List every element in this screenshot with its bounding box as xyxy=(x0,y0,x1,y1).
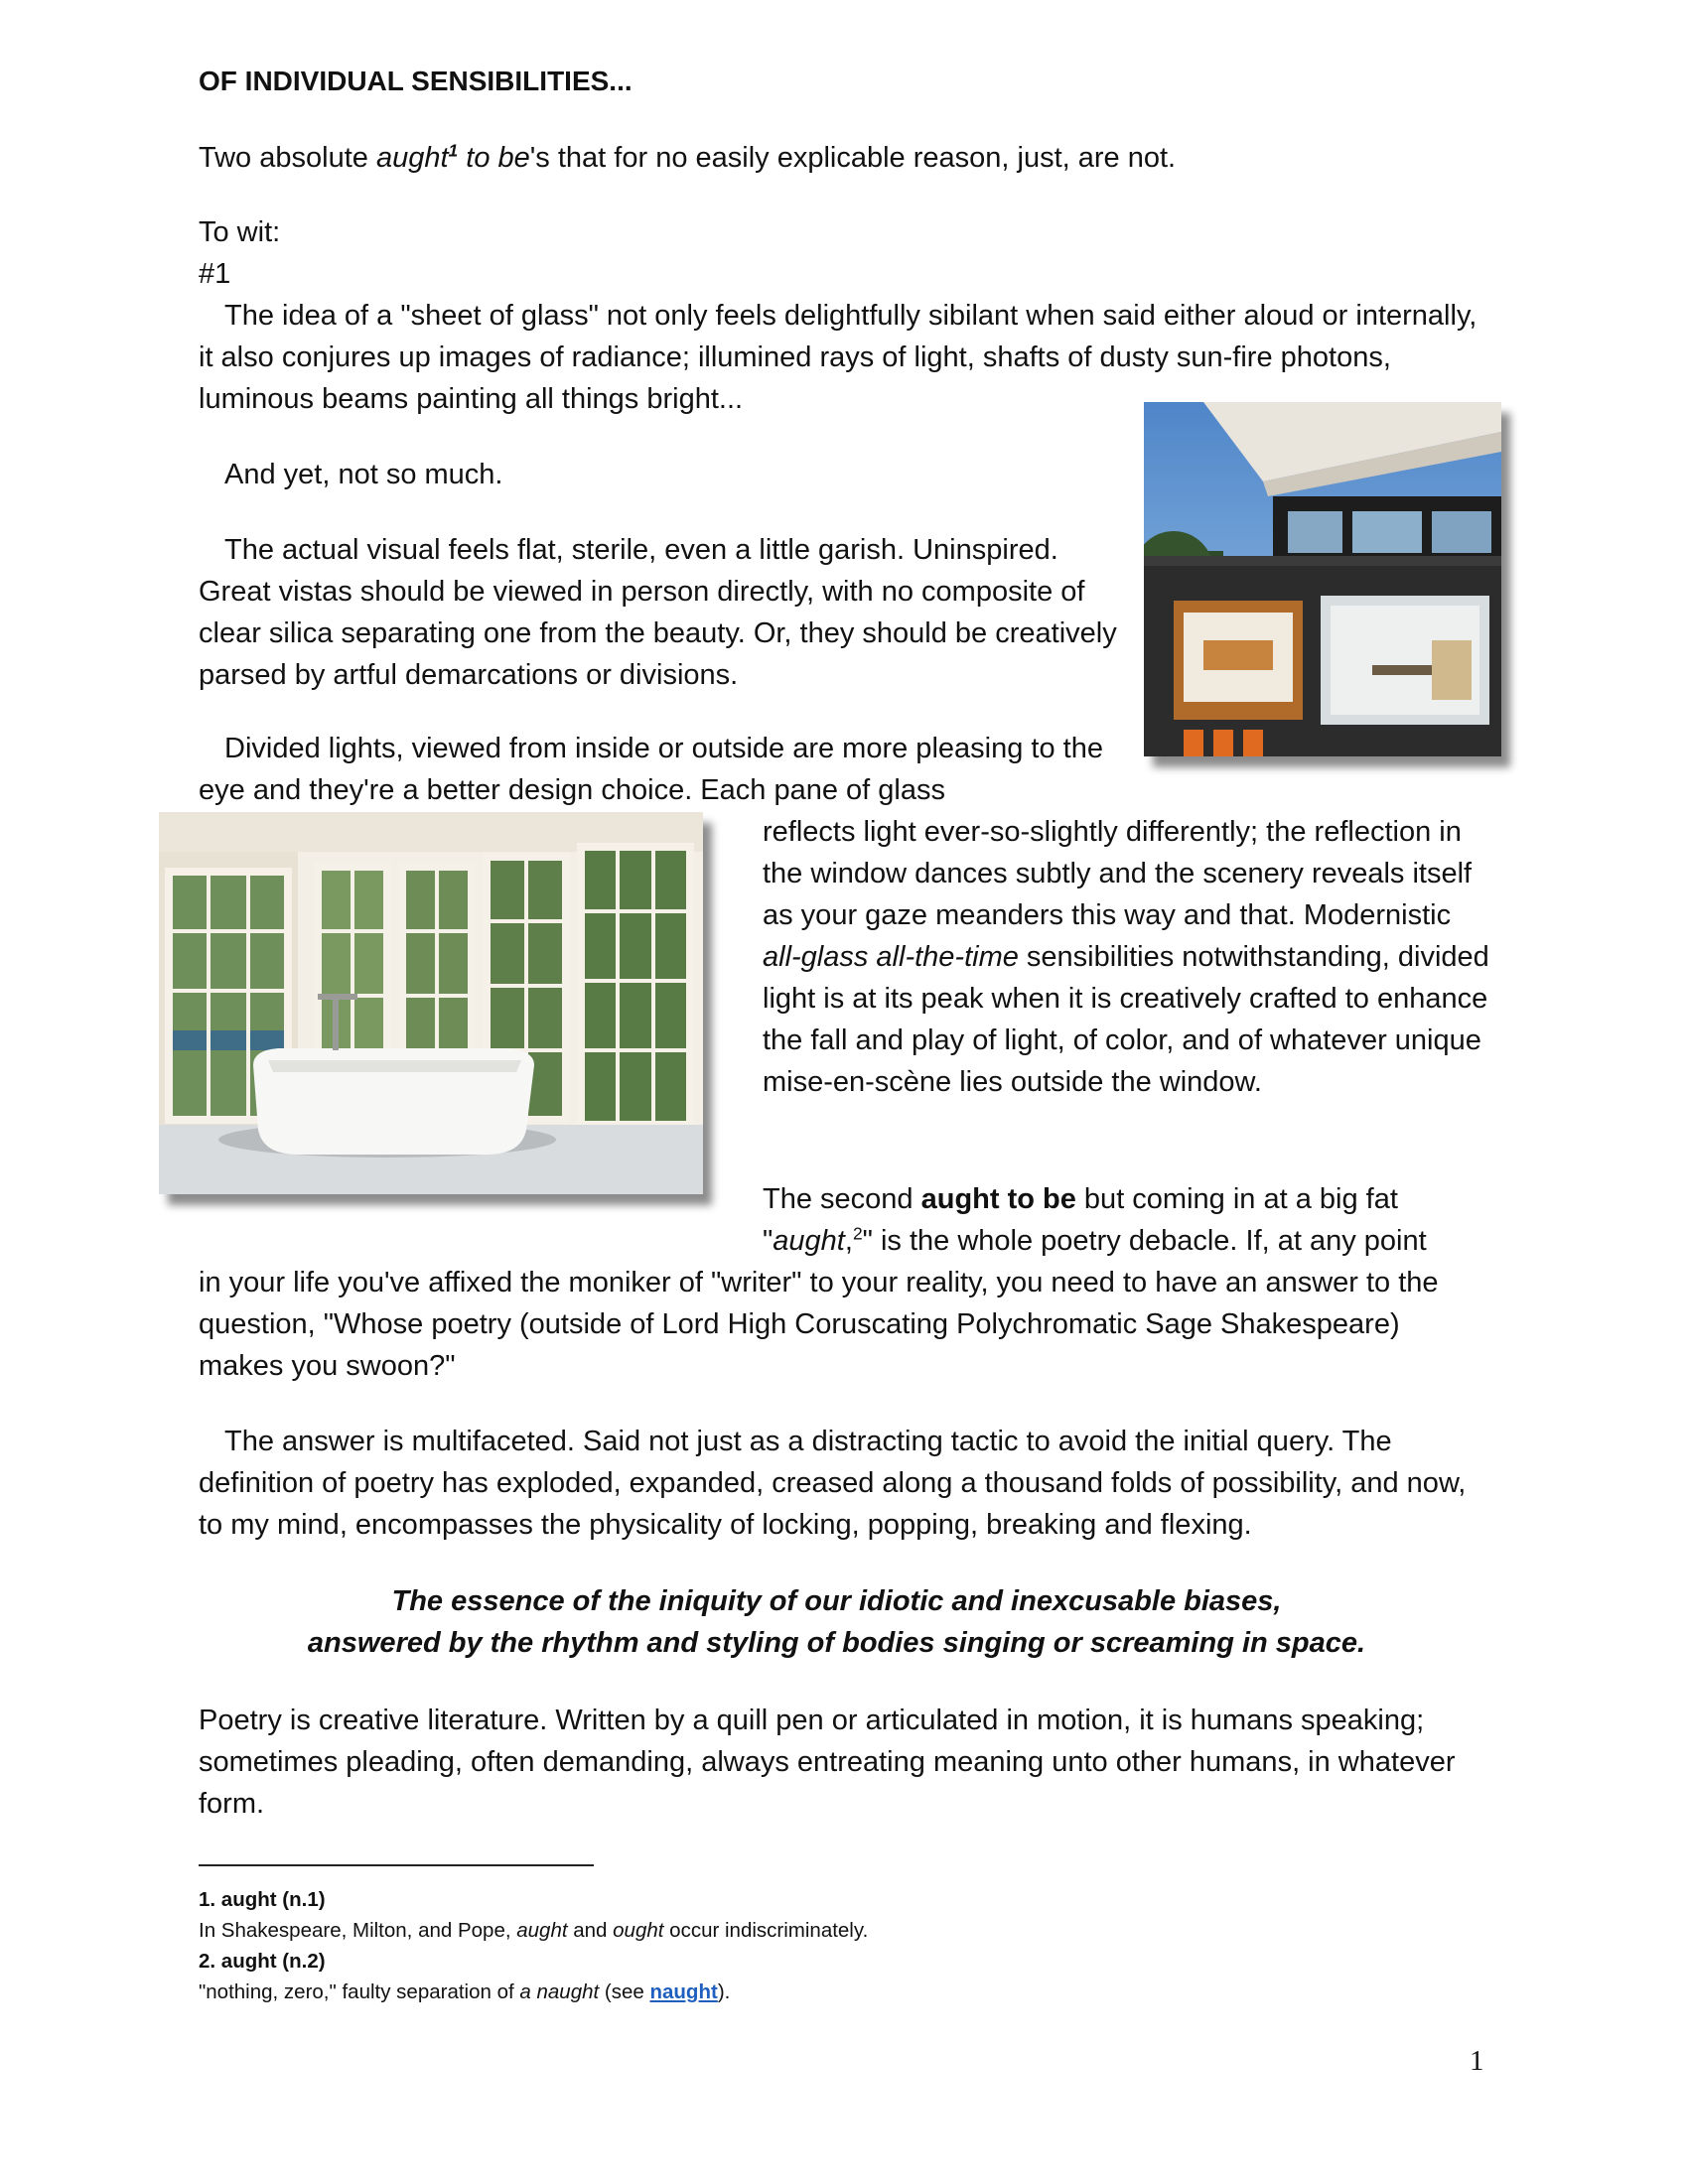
fn1-ought: ought xyxy=(613,1919,664,1942)
footnotes xyxy=(199,1884,868,2007)
paragraph-4b xyxy=(763,811,1489,1103)
pull-quote-line-2: answered by the rhythm and styling of bodies singing or screaming in space. xyxy=(307,1627,1366,1659)
p5-comma: , xyxy=(844,1225,853,1257)
p5-text-2: but coming in at a big fat " xyxy=(763,1183,1398,1257)
section-number: #1 xyxy=(199,258,231,290)
paragraph-3: The actual visual feels flat, sterile, even a little garish. Uninspired. Great vistas should be viewed in person directly, with no composite of clear silica separating one from the beauty. Or, they should be creatively parsed by artful demarcations or divisions. xyxy=(199,534,1117,691)
intro-rest: that for no easily explicable reason, just, are not. xyxy=(549,142,1177,174)
paragraph-2: And yet, not so much. xyxy=(224,459,503,490)
paragraph-4b-text: reflects light ever-so-slightly differently; the reflection in the window dances subtly and the scenery reveals itself as your gaze meanders this way and that. Modernistic xyxy=(763,816,1473,931)
paragraph-1: The idea of a "sheet of glass" not only feels delightfully sibilant when said either aloud or internally, it also conjures up images of radiance; illumined rays of light, shafts of dusty sun-fire photons, luminous beams painting all things bright... xyxy=(199,300,1477,415)
fn2-text-3: ). xyxy=(717,1980,731,2003)
p5-bold: aught to be xyxy=(920,1183,1076,1215)
fn2-text-2: (see xyxy=(599,1980,650,2003)
fn1-and: and xyxy=(567,1919,614,1942)
footnote-ref-2[interactable]: 2 xyxy=(852,1223,863,1244)
pull-quote xyxy=(199,1580,1475,1664)
paragraph-5-continued: in your life you've affixed the moniker of "writer" to your reality, you need to have an answer to the question, "Whose poetry (outside of Lord High Coruscating Polychromatic Sage Shakespeare) makes you swoon?" xyxy=(199,1267,1439,1382)
fn1-aught: aught xyxy=(516,1919,568,1942)
intro-line xyxy=(199,137,1489,179)
paragraph-4b-emphasis: all-glass all-the-time xyxy=(763,941,1019,973)
footnote-2-body xyxy=(199,1977,868,2007)
fn1-text-2: occur indiscriminately. xyxy=(663,1919,869,1942)
intro-aught: aught xyxy=(375,142,449,174)
page-title: OF INDIVIDUAL SENSIBILITIES... xyxy=(199,66,633,96)
intro-to-be: to be xyxy=(458,142,530,174)
paragraph-7: Poetry is creative literature. Written by a quill pen or articulated in motion, it is humans speaking; sometimes pleading, often demanding, always entreating meaning unto other humans, in whatever form. xyxy=(199,1705,1456,1820)
footnote-1-heading: 1. aught (n.1) xyxy=(199,1888,326,1911)
p5-aught: aught xyxy=(773,1225,845,1257)
intro-text: Two absolute xyxy=(199,142,376,174)
house-exterior-photo xyxy=(1144,402,1501,756)
paragraph-4b-text-2: sensibilities notwithstanding, divided light is at its peak when it is creatively crafted to enhance the fall and play of light, of color, and of whatever unique mise-en-scène lies outside the window. xyxy=(763,941,1489,1098)
fn2-a-naught: a naught xyxy=(519,1980,600,2003)
paragraph-5 xyxy=(763,1178,1489,1262)
p5-text-3: " is the whole poetry debacle. If, at any point xyxy=(862,1225,1427,1257)
p5-text: The second xyxy=(763,1183,921,1215)
footnote-2-heading: 2. aught (n.2) xyxy=(199,1950,326,1973)
fn1-text: In Shakespeare, Milton, and Pope, xyxy=(199,1919,517,1942)
page-number: 1 xyxy=(1470,2045,1484,2077)
to-wit-label: To wit: xyxy=(199,216,281,248)
footnote-ref-1[interactable]: 1 xyxy=(448,140,459,161)
footnote-1-body xyxy=(199,1915,868,1946)
paragraph-4a: Divided lights, viewed from inside or outside are more pleasing to the eye and they're a better design choice. Each pane of glass xyxy=(199,733,1103,806)
sunroom-bathtub-photo xyxy=(159,812,703,1194)
fn2-text: "nothing, zero," faulty separation of xyxy=(199,1980,520,2003)
paragraph-6: The answer is multifaceted. Said not just as a distracting tactic to avoid the initial query. The definition of poetry has exploded, expanded, creased along a thousand folds of possibility, and now, to my mind, encompasses the physicality of locking, popping, breaking and flexing. xyxy=(199,1426,1467,1541)
pull-quote-line-1: The essence of the iniquity of our idiotic and inexcusable biases, xyxy=(391,1585,1282,1617)
intro-s: 's xyxy=(529,142,550,174)
footnote-divider xyxy=(199,1864,594,1866)
naught-link[interactable]: naught xyxy=(649,1980,718,2003)
